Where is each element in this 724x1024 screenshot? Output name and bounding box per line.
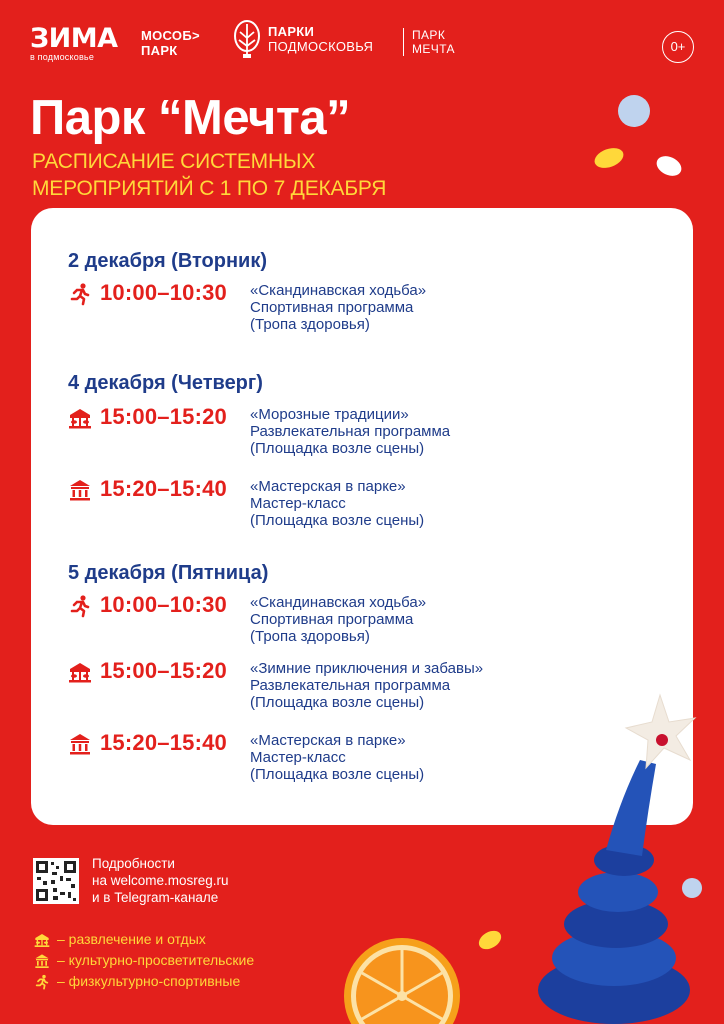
event-type: Спортивная программа <box>250 611 414 628</box>
event-time: 15:00–15:20 <box>100 404 227 429</box>
christmas-tree-illustration <box>530 690 720 1024</box>
confetti-oval-white <box>653 152 684 179</box>
icon-legend <box>33 929 254 992</box>
event-item <box>68 594 668 654</box>
event-place: (Площадка возле сцены) <box>250 694 425 711</box>
event-description <box>250 406 450 457</box>
legend-item <box>33 950 254 971</box>
runner-icon <box>33 974 51 990</box>
museum-icon <box>33 953 51 969</box>
subtitle-line1: РАСПИСАНИЕ СИСТЕМНЫХ <box>32 150 316 173</box>
event-type: Мастер-класс <box>250 749 346 766</box>
event-type: Развлекательная программа <box>250 677 451 694</box>
legend-label: – физкультурно-спортивные <box>57 973 241 989</box>
info-line-telegram[interactable]: и в Telegram-канале <box>92 890 219 905</box>
mosobpark-logo[interactable] <box>141 28 200 58</box>
carousel-icon <box>33 932 51 948</box>
zima-logo-title: ЗИМА <box>30 23 118 54</box>
more-info-text <box>92 855 229 906</box>
park-mechta-line2: МЕЧТА <box>412 42 455 56</box>
event-time: 10:00–10:30 <box>100 280 227 305</box>
event-place: (Площадка возле сцены) <box>250 766 425 783</box>
museum-icon <box>68 732 92 756</box>
parks-logo-line2: ПОДМОСКОВЬЯ <box>268 39 374 54</box>
zima-logo[interactable] <box>30 23 118 62</box>
event-description <box>250 478 424 529</box>
event-name: «Мастерская в парке» <box>250 732 406 749</box>
event-type: Мастер-класс <box>250 495 346 512</box>
info-line: Подробности <box>92 856 175 871</box>
event-place: (Площадка возле сцены) <box>250 512 425 529</box>
zima-logo-subtitle: в подмосковье <box>30 52 95 62</box>
day-heading: 2 декабря (Вторник) <box>68 250 268 272</box>
event-type: Спортивная программа <box>250 299 414 316</box>
event-description <box>250 660 483 711</box>
legend-item <box>33 929 254 950</box>
day-heading: 4 декабря (Четверг) <box>68 372 263 394</box>
subtitle-line2: МЕРОПРИЯТИЙ С 1 ПО 7 ДЕКАБРЯ <box>32 177 387 200</box>
event-name: «Зимние приключения и забавы» <box>250 660 484 677</box>
confetti-oval-yellow <box>592 144 626 171</box>
event-item <box>68 282 668 342</box>
event-name: «Морозные традиции» <box>250 406 409 423</box>
museum-icon <box>68 478 92 502</box>
age-rating-badge: 0+ <box>662 31 694 63</box>
event-time: 15:20–15:40 <box>100 476 227 501</box>
qr-code[interactable] <box>33 858 79 904</box>
event-time: 10:00–10:30 <box>100 592 227 617</box>
carousel-icon <box>68 660 92 684</box>
runner-icon <box>68 594 92 618</box>
event-name: «Скандинавская ходьба» <box>250 282 427 299</box>
parks-logo-line1: ПАРКИ <box>268 24 315 39</box>
orange-slice-illustration <box>342 934 462 1024</box>
confetti-dot-blue <box>618 95 650 127</box>
legend-item <box>33 971 254 992</box>
mosobpark-logo-line2: ПАРК <box>141 43 178 58</box>
event-description <box>250 282 426 333</box>
header-bar <box>30 18 694 68</box>
event-name: «Скандинавская ходьба» <box>250 594 427 611</box>
event-time: 15:20–15:40 <box>100 730 227 755</box>
event-item <box>68 478 668 538</box>
event-description <box>250 732 424 783</box>
info-link-website[interactable]: на welcome.mosreg.ru <box>92 873 229 888</box>
event-place: (Тропа здоровья) <box>250 628 370 645</box>
event-description <box>250 594 426 645</box>
park-mechta-logo[interactable] <box>403 28 455 56</box>
page-title: Парк “Мечта” <box>30 91 351 145</box>
page-subtitle <box>32 148 452 202</box>
park-mechta-line1: ПАРК <box>412 28 446 42</box>
event-place: (Площадка возле сцены) <box>250 440 425 457</box>
event-name: «Мастерская в парке» <box>250 478 406 495</box>
event-time: 15:00–15:20 <box>100 658 227 683</box>
tree-emblem-icon <box>232 18 262 60</box>
event-item <box>68 406 668 466</box>
runner-icon <box>68 282 92 306</box>
legend-label: – культурно-просветительские <box>57 952 255 968</box>
event-place: (Тропа здоровья) <box>250 316 370 333</box>
event-type: Развлекательная программа <box>250 423 451 440</box>
parks-podmoskovya-logo[interactable] <box>232 18 373 60</box>
legend-label: – развлечение и отдых <box>57 931 206 947</box>
day-heading: 5 декабря (Пятница) <box>68 562 269 584</box>
mosobpark-logo-line1: МОСОБ> <box>141 28 200 43</box>
confetti-oval-yellow-bottom <box>476 927 505 953</box>
carousel-icon <box>68 406 92 430</box>
